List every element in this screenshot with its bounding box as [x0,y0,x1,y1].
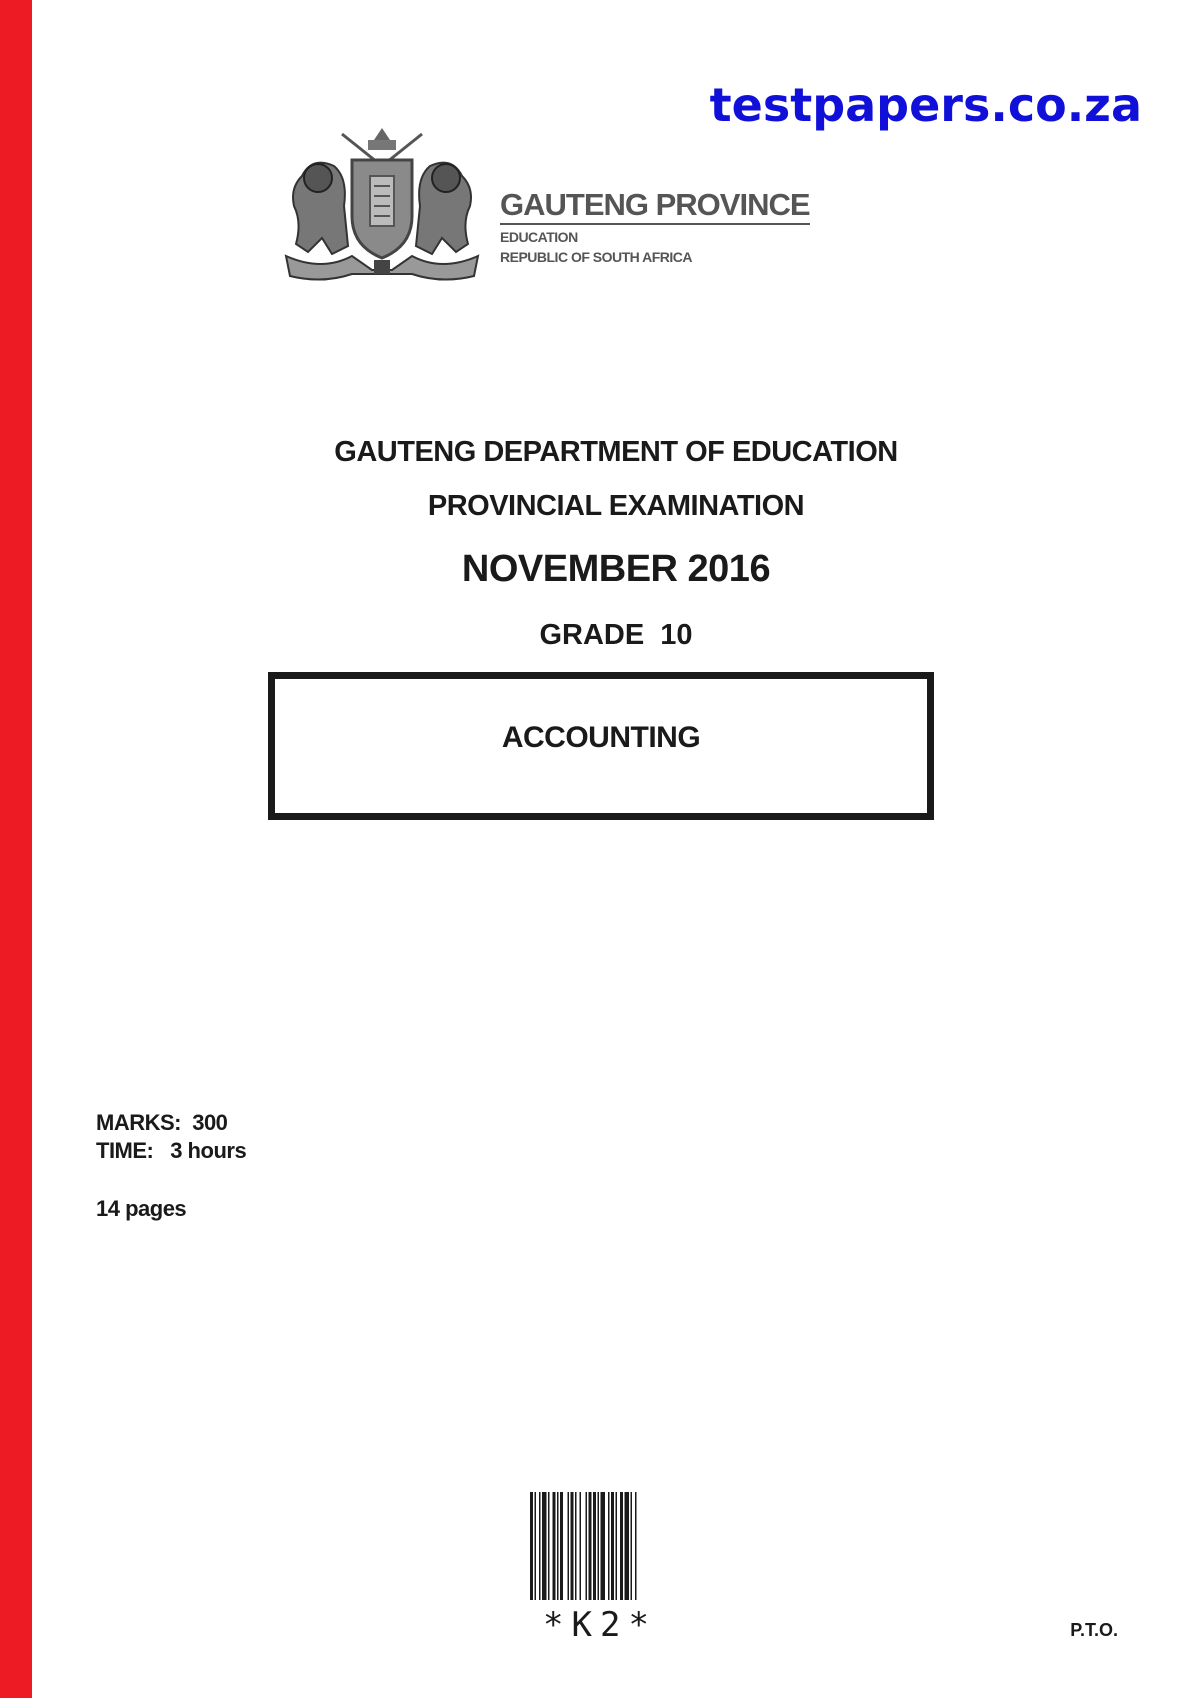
barcode-bar [530,1492,533,1600]
barcode-bar [593,1492,596,1600]
barcode [530,1492,672,1600]
barcode-bar [616,1492,618,1600]
logo-country: REPUBLIC OF SOUTH AFRICA [500,249,693,265]
subject-box [268,672,934,820]
barcode-bar [575,1492,577,1600]
barcode-bar [631,1492,633,1600]
barcode-text: *K2* [543,1605,657,1645]
coat-of-arms-icon [282,126,482,286]
barcode-bar [635,1492,637,1600]
barcode-bar [542,1492,547,1600]
gauteng-logo [282,126,842,286]
watermark-text: testpapers.co.za [709,78,1142,132]
pto-label: P.T.O. [1070,1620,1118,1640]
barcode-bar [560,1492,563,1600]
time-label: TIME: 3 hours [96,1138,247,1163]
barcode-bar [568,1492,570,1600]
barcode-bar [625,1492,630,1600]
marks-label: MARKS: 300 [96,1110,228,1135]
session-heading: NOVEMBER 2016 [461,548,771,590]
barcode-bar [553,1492,556,1600]
barcode-bar [548,1492,550,1600]
barcode-bar [598,1492,600,1600]
barcode-bar [589,1492,592,1600]
department-heading: GAUTENG DEPARTMENT OF EDUCATION [334,436,898,468]
barcode-bar [586,1492,588,1600]
subject-title: ACCOUNTING [501,721,701,754]
logo-department: EDUCATION [500,229,578,245]
barcode-bar [608,1492,610,1600]
side-color-bar [0,0,32,1698]
barcode-bar [535,1492,537,1600]
barcode-bar [557,1492,559,1600]
barcode-bar [620,1492,623,1600]
barcode-bar [601,1492,606,1600]
barcode-bar [571,1492,574,1600]
grade-heading: GRADE 10 [539,619,693,651]
logo-province: GAUTENG PROVINCE [500,188,810,225]
pages-label: 14 pages [96,1196,187,1221]
barcode-bar [580,1492,582,1600]
exam-heading: PROVINCIAL EXAMINATION [427,490,805,522]
barcode-bar [611,1492,614,1600]
barcode-bar [539,1492,541,1600]
